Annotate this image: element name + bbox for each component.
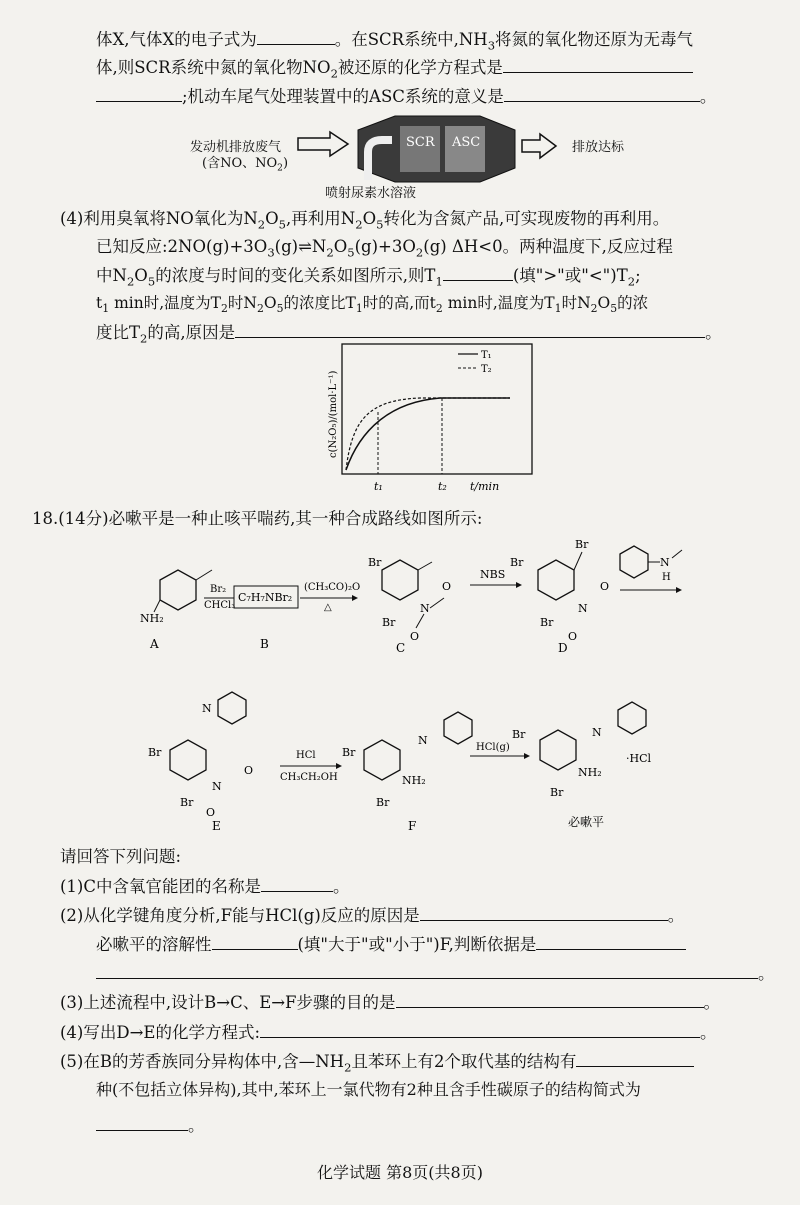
answer-blank[interactable] [235,321,705,338]
answer-blank[interactable] [261,875,333,892]
answer-blank[interactable] [576,1050,694,1067]
legend-T2: T₂ [481,364,492,375]
svg-text:Br: Br [550,786,564,799]
svg-text:B: B [260,637,269,651]
q17-p4-line-3: 中$N_2O_5$的浓度与时间的变化关系如图所示,则$T_1$ (填">"或"$<")T_2$; [96,266,641,289]
answer-blank[interactable] [260,1021,700,1038]
scheme-row-2 [140,680,700,830]
svg-text:HCl(g): HCl(g) [476,742,510,753]
svg-text:Br: Br [540,616,554,629]
svg-text:O: O [410,630,420,643]
svg-text:D: D [558,641,568,655]
q17-line-1: 体X,气体X的电子式为 。在SCR系统中$,NH_3$将氮的氧化物还原为无毒气 [96,30,694,53]
svg-text:N: N [212,780,222,793]
q18-ask: 请回答下列问题: [60,847,182,866]
svg-text:Br₂: Br₂ [210,584,227,595]
page-footer: 化学试题 第8页(共8页) [317,1163,483,1182]
svg-text:Br: Br [512,728,526,741]
answer-blank[interactable] [536,933,686,950]
q18-head: 18.(14分)必嗽平是一种止咳平喘药,其一种合成路线如图所示: [32,509,483,528]
svg-text:Br: Br [342,746,356,759]
q18-s1: (1)C中含氧官能团的名称是 。 [60,877,350,896]
svg-text:Br: Br [368,556,382,569]
exhaust-diagram [290,110,570,188]
svg-text:SCR: SCR [406,135,435,150]
answer-blank[interactable] [443,264,513,281]
q17-line-3: ;机动车尾气处理装置中的ASC系统的意义是 。 [96,85,716,108]
svg-text:△: △ [324,602,332,613]
diagram-output-label: 排放达标 [572,140,625,155]
svg-text:必嗽平: 必嗽平 [568,815,605,829]
svg-text:N: N [578,602,588,615]
svg-text:O: O [600,580,610,593]
axis-ylabel: c(N₂O₅)/(mol·L⁻¹) [328,370,339,458]
q18-s5c: 种(不包括立体异构),其中,苯环上一氯代物有2种且含手性碳原子的结构简式为 [96,1080,641,1099]
svg-text:Br: Br [180,796,194,809]
svg-text:·HCl: ·HCl [626,752,652,765]
diagram-urea-label: 喷射尿素水溶液 [325,186,417,201]
svg-text:ASC: ASC [452,135,481,150]
answer-blank[interactable] [96,1114,188,1131]
svg-text:CH₃CH₂OH: CH₃CH₂OH [280,772,338,783]
svg-text:(CH₃CO)₂O: (CH₃CO)₂O [304,582,361,593]
svg-text:Br: Br [575,540,589,551]
q17-p4-line-2: 已知反应$:2NO(g)+3O_3(g)\rightleftharpoons N_2O_5(g)+3O_2(g)$ ΔH<0。两种温度下,反应过程 [96,237,673,260]
curve-T1 [346,398,510,470]
q18-s5d: 。 [96,1114,205,1137]
q17-p4-line-4: $t_1$ min时,温度为$T_2$时$N_2O_5$的浓度比$T_1$时的高,而$t_2$ min时,温度为$T_1$时$N_2O_5$的浓 [96,294,649,316]
q18-s2b: 必嗽平的溶解性 (填"大于"或"小于")F,判断依据是 [96,933,686,956]
svg-text:O: O [244,764,254,777]
diagram-input-label-2: (含NO、$NO_2$) [202,156,289,174]
svg-text:NBS: NBS [480,568,506,581]
svg-text:NH₂: NH₂ [578,766,602,779]
svg-text:E: E [212,819,221,830]
svg-text:Br: Br [148,746,162,759]
q18-s3: (3)上述流程中,设计B→C、E→F步骤的目的是 。 [60,993,721,1012]
tick-t1: t₁ [374,480,383,493]
svg-text:O: O [442,580,452,593]
answer-blank[interactable] [503,56,693,73]
svg-text:C₇H₇NBr₂: C₇H₇NBr₂ [238,591,293,604]
svg-text:H: H [662,572,671,583]
q18-s4: (4)写出D→E的化学方程式: 。 [60,1023,717,1042]
q18-s5: (5)在B的芳香族同分异构体中,含$—NH_2$且苯环上有2个取代基的结构有 [60,1050,694,1078]
legend-T1: T₁ [481,350,492,361]
svg-text:C: C [396,641,406,655]
svg-text:N: N [660,556,670,569]
svg-text:N: N [420,602,430,615]
tick-t2: t₂ [438,480,447,493]
curve-T2 [346,398,510,470]
svg-text:NH₂: NH₂ [140,612,164,625]
answer-blank[interactable] [212,933,298,950]
svg-text:Br: Br [510,556,524,569]
q17-p4-line-1: (4)利用臭氧将NO氧化为$N_2O_5$,再利用$N_2O_5$转化为含氮产品,可实现废物的再利用。 [60,209,670,232]
answer-blank[interactable] [96,85,182,102]
scheme-row-1 [120,540,800,660]
svg-text:NH₂: NH₂ [402,774,426,787]
answer-blank[interactable] [504,85,700,102]
svg-text:CHCl₃: CHCl₃ [204,600,236,611]
q17-line-2: 体,则SCR系统中氮的氧化物$NO_2$被还原的化学方程式是 [96,56,693,84]
svg-text:A: A [150,637,159,651]
answer-blank[interactable] [96,962,758,979]
concentration-graph [320,340,535,500]
q17-p4-line-5: 度比$T_2$的高,原因是 。 [96,323,722,346]
svg-text:N: N [202,702,212,715]
svg-text:N: N [592,726,602,739]
answer-blank[interactable] [257,28,335,45]
svg-text:O: O [206,806,216,819]
svg-text:Br: Br [382,616,396,629]
diagram-input-label: 发动机排放废气 [190,140,282,155]
answer-blank[interactable] [420,904,668,921]
answer-blank[interactable] [396,991,704,1008]
q18-s2: (2)从化学键角度分析,F能与HCl(g)反应的原因是 。 [60,906,685,925]
q18-s2d: 。 [96,962,775,985]
svg-text:HCl: HCl [296,750,316,761]
svg-text:F: F [408,819,417,830]
svg-text:O: O [568,630,578,643]
svg-text:Br: Br [376,796,390,809]
svg-text:N: N [418,734,428,747]
axis-xlabel: t/min [470,480,500,493]
